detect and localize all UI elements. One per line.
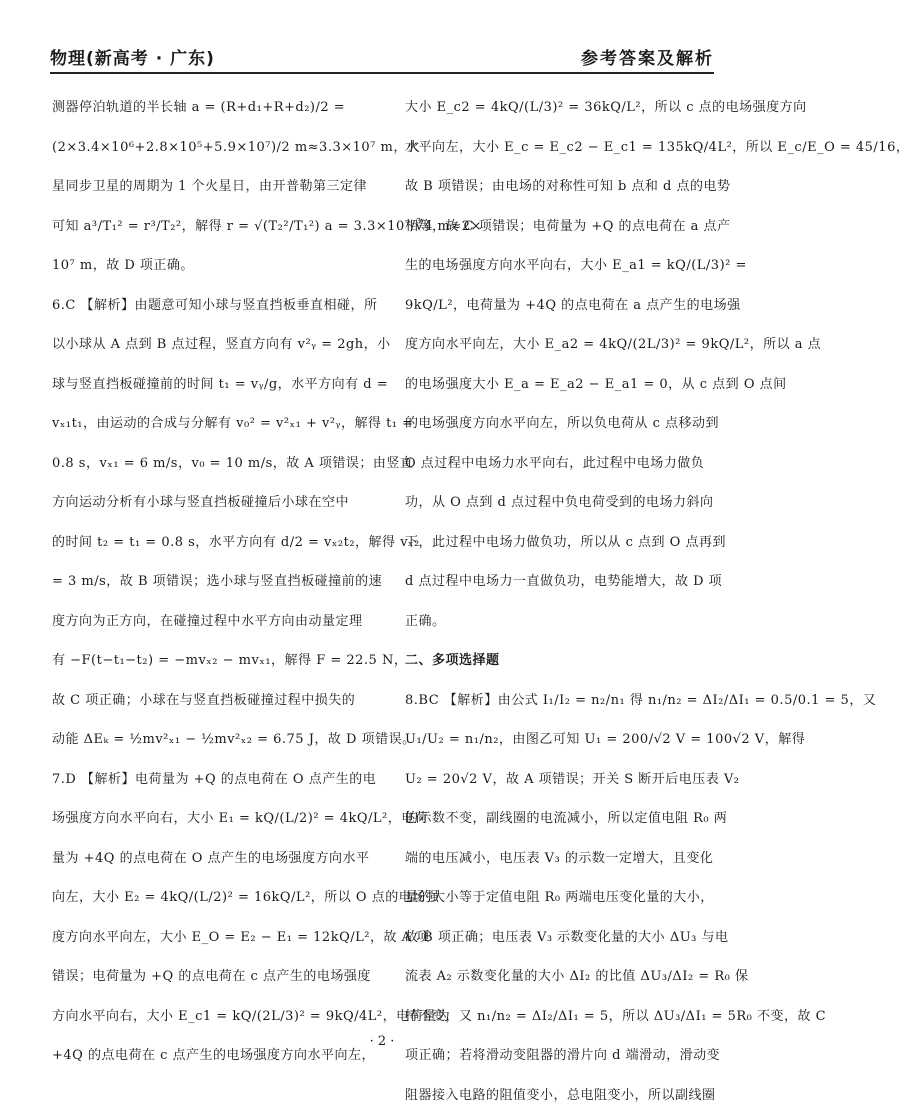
right-column-line: 端的电压减小，电压表 V₃ 的示数一定增大，且变化 [405,839,721,879]
header-title: 参考答案及解析 [581,44,714,69]
left-column-line: 度方向为正方向，在碰撞过程中水平方向由动量定理 [52,602,368,642]
left-column-line: 的时间 t₂ = t₁ = 0.8 s，水平方向有 d/2 = vₓ₂t₂，解得 vₓ₂ [52,523,368,563]
right-column [405,88,721,1115]
left-column-line: 可知 a³/T₁² = r³/T₂²，解得 r = √(T₂²/T₁²) a = 3.3×10⁷/∛4 m≈2× [52,207,368,247]
right-column-line: 量的大小等于定值电阻 R₀ 两端电压变化量的大小， [405,878,721,918]
page-number: · 2 · [0,1034,764,1049]
right-column-line: 的示数不变，副线圈的电流减小，所以定值电阻 R₀ 两 [405,799,721,839]
right-column-line: 项正确；若将滑动变阻器的滑片向 d 端滑动，滑动变 [405,1036,721,1076]
left-column-line: 星同步卫星的周期为 1 个火星日，由开普勒第三定律 [52,167,368,207]
left-column-line: 错误；电荷量为 +Q 的点电荷在 c 点产生的电场强度 [52,957,368,997]
left-column-line: 0.8 s，vₓ₁ = 6 m/s，v₀ = 10 m/s，故 A 项错误；由竖直 [52,444,368,484]
right-column-line: 故 B 项正确；电压表 V₃ 示数变化量的大小 ΔU₃ 与电 [405,918,721,958]
right-column-line: 8.BC 【解析】由公式 I₁/I₂ = n₂/n₁ 得 n₁/n₂ = ΔI₂/ΔI₁ = 0.5/0.1 = 5，又 [405,681,721,721]
left-column-line: 7.D 【解析】电荷量为 +Q 的点电荷在 O 点产生的电 [52,760,368,800]
right-column-line: U₂ = 20√2 V，故 A 项错误；开关 S 断开后电压表 V₂ [405,760,721,800]
left-column-line: 方向水平向右，大小 E_c1 = kQ/(2L/3)² = 9kQ/4L²，电荷量为 [52,997,368,1037]
left-column-line: 以小球从 A 点到 B 点过程，竖直方向有 v²ᵧ = 2gh，小 [52,325,368,365]
right-column-line: 流表 A₂ 示数变化量的大小 ΔI₂ 的比值 ΔU₃/ΔI₂ = R₀ 保 [405,957,721,997]
left-column-line: 6.C 【解析】由题意可知小球与竖直挡板垂直相碰，所 [52,286,368,326]
right-column-line: 度方向水平向左，大小 E_a2 = 4kQ/(2L/3)² = 9kQ/L²，所以 a 点 [405,325,721,365]
left-column-line: 动能 ΔEₖ = ½mv²ₓ₁ − ½mv²ₓ₂ = 6.75 J，故 D 项错误。 [52,720,368,760]
page-header [50,36,714,74]
right-column-line: 水平向左，大小 E_c = E_c2 − E_c1 = 135kQ/4L²，所以 E_c/E_O = 45/16， [405,128,721,168]
left-column-line: 向左，大小 E₂ = 4kQ/(L/2)² = 16kQ/L²，所以 O 点的电场强 [52,878,368,918]
right-column-line: 二、多项选择题 [405,641,721,681]
left-column-line: 度方向水平向左，大小 E_O = E₂ − E₁ = 12kQ/L²，故 A 项 [52,918,368,958]
right-column-line: 生的电场强度方向水平向右，大小 E_a1 = kQ/(L/3)² = [405,246,721,286]
left-column-line: 10⁷ m，故 D 项正确。 [52,246,368,286]
right-column-line: 大小 E_c2 = 4kQ/(L/3)² = 36kQ/L²，所以 c 点的电场强度方向 [405,88,721,128]
right-column-line: 的电场强度方向水平向左，所以负电荷从 c 点移动到 [405,404,721,444]
right-column-line: 故 B 项错误；由电场的对称性可知 b 点和 d 点的电势 [405,167,721,207]
left-column-line: 球与竖直挡板碰撞前的时间 t₁ = vᵧ/g，水平方向有 d = [52,365,368,405]
left-column-line: = 3 m/s，故 B 项错误；选小球与竖直挡板碰撞前的速 [52,562,368,602]
right-column-line: U₁/U₂ = n₁/n₂，由图乙可知 U₁ = 200/√2 V = 100√2 V，解得 [405,720,721,760]
right-column-line: d 点过程中电场力一直做负功，电势能增大，故 D 项 [405,562,721,602]
left-column-line: 方向运动分析有小球与竖直挡板碰撞后小球在空中 [52,483,368,523]
right-column-line: 持不变，又 n₁/n₂ = ΔI₂/ΔI₁ = 5，所以 ΔU₃/ΔI₁ = 5R₀ 不变，故 C [405,997,721,1037]
left-column-line: 测器停泊轨道的半长轴 a = (R+d₁+R+d₂)/2 = [52,88,368,128]
right-column-line: 阻器接入电路的阻值变小，总电阻变小，所以副线圈 [405,1076,721,1115]
left-column-line: 量为 +4Q 的点电荷在 O 点产生的电场强度方向水平 [52,839,368,879]
left-column-line: (2×3.4×10⁶+2.8×10⁵+5.9×10⁷)/2 m≈3.3×10⁷ m，火 [52,128,368,168]
left-column-line: 有 −F(t−t₁−t₂) = −mvₓ₂ − mvₓ₁，解得 F = 22.5 N， [52,641,368,681]
right-column-line: 下，此过程中电场力做负功，所以从 c 点到 O 点再到 [405,523,721,563]
right-column-line: 9kQ/L²，电荷量为 +4Q 的点电荷在 a 点产生的电场强 [405,286,721,326]
left-column-line: 场强度方向水平向右，大小 E₁ = kQ/(L/2)² = 4kQ/L²，电荷 [52,799,368,839]
left-column-line: vₓ₁t₁，由运动的合成与分解有 v₀² = v²ₓ₁ + v²ᵧ，解得 t₁ = [52,404,368,444]
right-column-line: 正确。 [405,602,721,642]
right-column-line: O 点过程中电场力水平向右，此过程中电场力做负 [405,444,721,484]
right-column-line: 相等，故 C 项错误；电荷量为 +Q 的点电荷在 a 点产 [405,207,721,247]
header-subject: 物理(新高考 · 广东) [50,44,215,69]
right-column-line: 功，从 O 点到 d 点过程中负电荷受到的电场力斜向 [405,483,721,523]
left-column-line: +4Q 的点电荷在 c 点产生的电场强度方向水平向左， [52,1036,368,1076]
left-column-line: 故 C 项正确；小球在与竖直挡板碰撞过程中损失的 [52,681,368,721]
left-column [52,88,368,1076]
right-column-line: 的电场强度大小 E_a = E_a2 − E_a1 = 0，从 c 点到 O 点间 [405,365,721,405]
